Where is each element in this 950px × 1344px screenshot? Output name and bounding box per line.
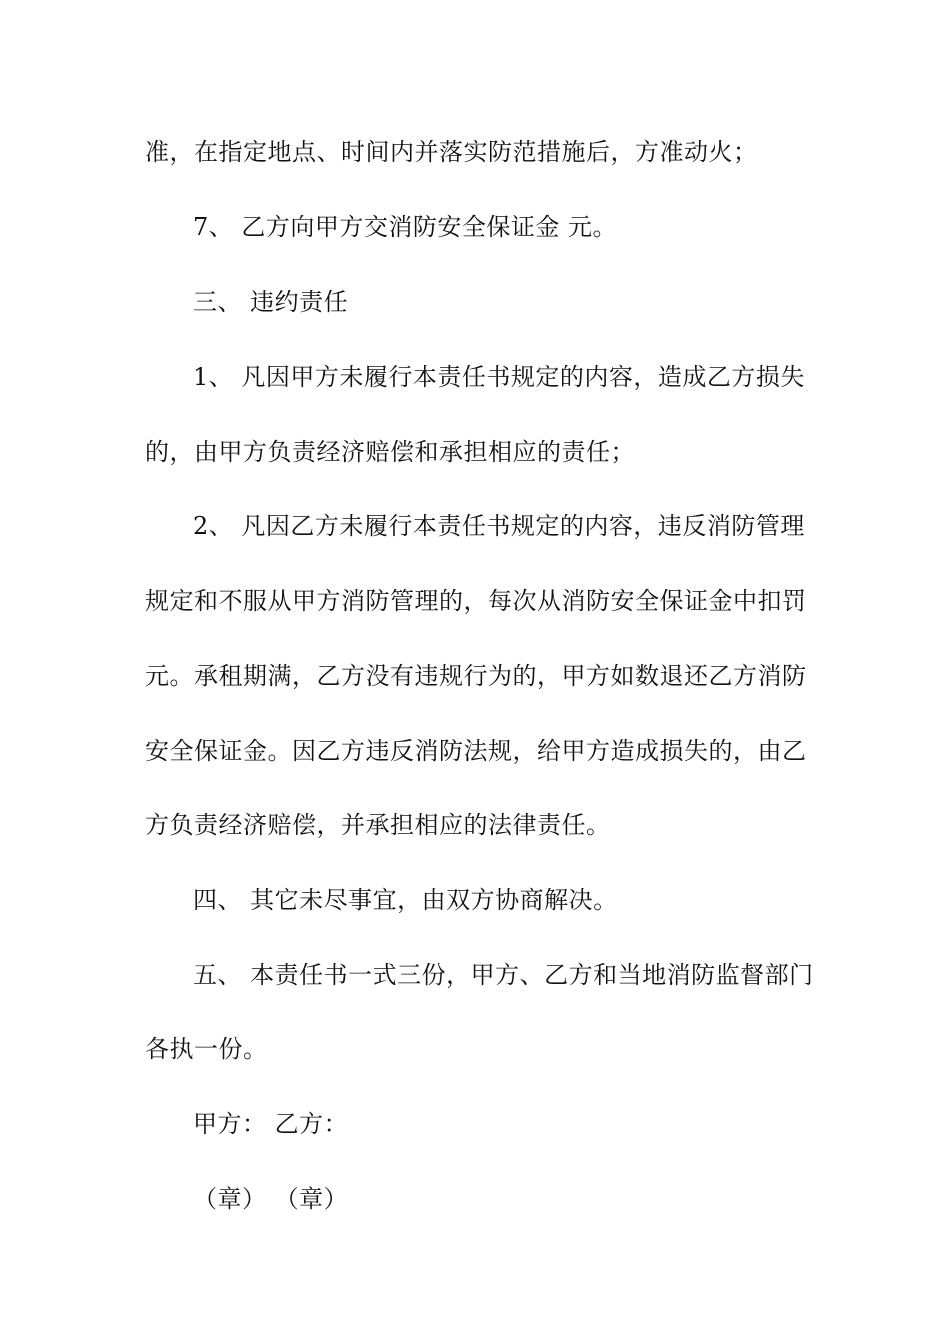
signature-seals: （章） （章） [193, 1185, 349, 1213]
clause-3-1-line-1: 1、 凡因甲方未履行本责任书规定的内容，造成乙方损失 [193, 363, 805, 391]
clause-7: 7、 乙方向甲方交消防安全保证金 元。 [193, 213, 618, 241]
clause-3-2-line-5: 方负责经济赔偿，并承担相应的法律责任。 [145, 811, 611, 839]
section-4: 四、 其它未尽事宜，由双方协商解决。 [193, 886, 618, 914]
clause-3-2-line-4: 安全保证金。因乙方违反消防法规，给甲方造成损失的，由乙 [145, 737, 807, 765]
clause-3-2-line-1: 2、 凡因乙方未履行本责任书规定的内容，违反消防管理 [193, 512, 805, 540]
signature-parties: 甲方： 乙方： [193, 1110, 349, 1138]
section-3-heading: 三、 违约责任 [193, 288, 349, 316]
section-5-line-1: 五、 本责任书一式三份，甲方、乙方和当地消防监督部门 [193, 961, 814, 989]
clause-3-2-line-3: 元。承租期满，乙方没有违规行为的，甲方如数退还乙方消防 [145, 662, 807, 690]
text-line-1: 准，在指定地点、时间内并落实防范措施后，方准动火； [145, 138, 758, 166]
section-5-line-2: 各执一份。 [145, 1035, 268, 1063]
clause-3-2-line-2: 规定和不服从甲方消防管理的，每次从消防安全保证金中扣罚 [145, 587, 807, 615]
clause-3-1-line-2: 的，由甲方负责经济赔偿和承担相应的责任； [145, 438, 635, 466]
